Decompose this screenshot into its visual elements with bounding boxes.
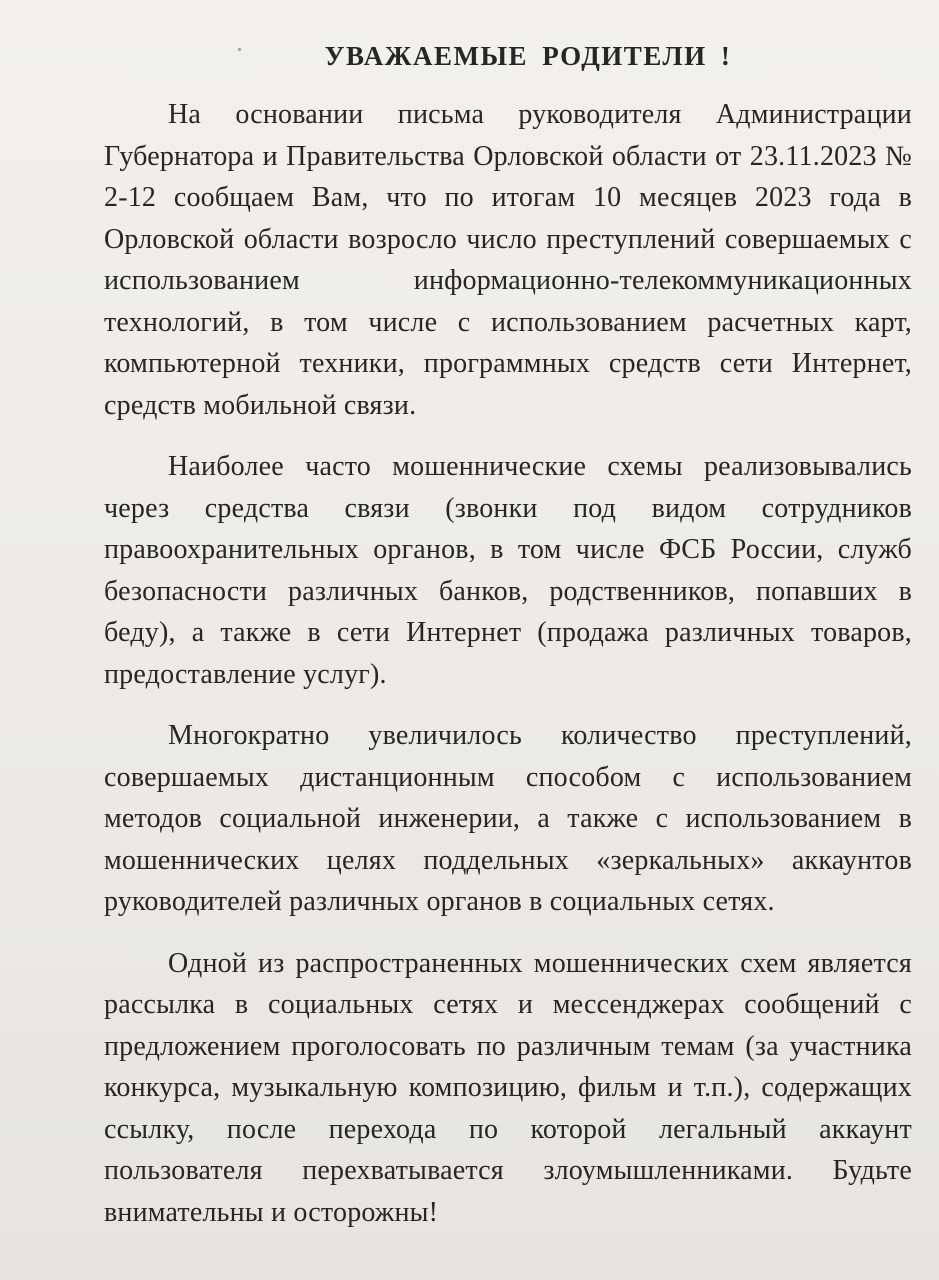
paragraph-4: Одной из распространенных мошеннических схем является рассылка в социальных сетях и мессенджерах сообщений с предложением проголосовать по различным темам (за участника конкурса, музыкальную композицию, фильм и т.п.), содержащих ссылку, после перехода по которой легальный аккаунт пользователя перехватывается злоумышленниками. Будьте внимательны и осторожны! (104, 947, 912, 1228)
document-title: УВАЖАЕМЫЕ РОДИТЕЛИ ! (324, 41, 732, 71)
document-page (104, 36, 912, 1233)
paragraph-2: Наиболее часто мошеннические схемы реализовывались через средства связи (звонки под видом сотрудников правоохранительных органов, в том числе ФСБ России, служб безопасности различных банков, родственников, попавших в беду), а также в сети Интернет (продажа различных товаров, предоставление услуг). (104, 451, 912, 690)
paragraph-1: На основании письма руководителя Администрации Губернатора и Правительства Орловской области от 23.11.2023 № 2-12 сообщаем Вам, что по итогам 10 месяцев 2023 года в Орловской области возросло число преступлений совершаемых с использованием информационно-телекоммуникационных технологий, в том числе с использованием расчетных карт, компьютерной техники, программных средств сети Интернет, средств мобильной связи. (104, 99, 912, 421)
paragraph-3: Многократно увеличилось количество преступлений, совершаемых дистанционным способом с использованием методов социальной инженерии, а также с использованием в мошеннических целях поддельных «зеркальных» аккаунтов руководителей различных органов в социальных сетях. (104, 720, 912, 917)
